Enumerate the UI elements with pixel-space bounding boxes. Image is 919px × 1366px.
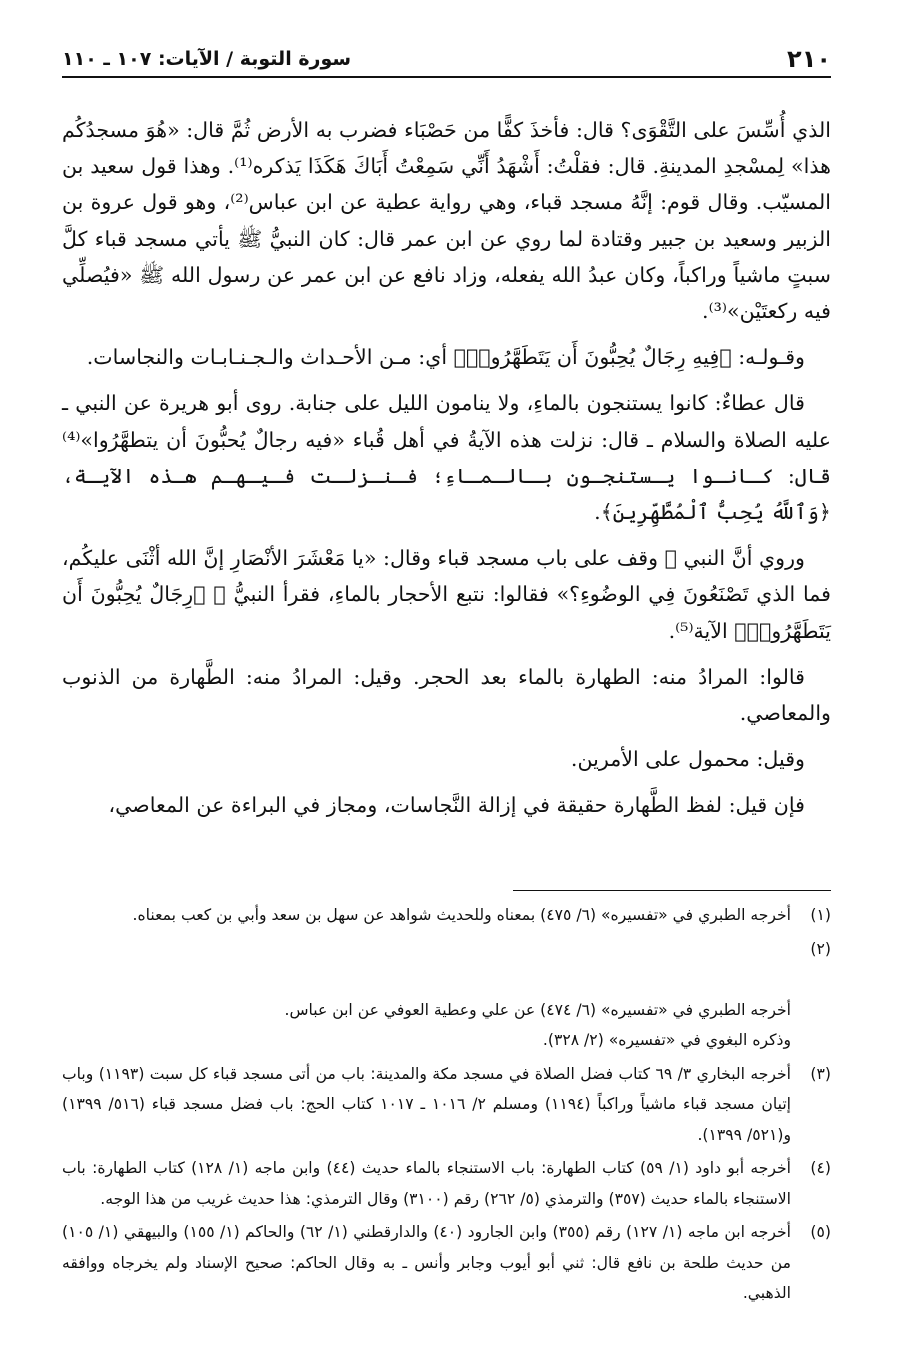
- footnote: [62, 1059, 831, 1151]
- main-text: [62, 112, 831, 834]
- footnote: [62, 1217, 831, 1309]
- running-title: سورة التوبة / الآيات: ١٠٧ ـ ١١٠: [62, 48, 352, 70]
- footnote: [62, 934, 831, 1056]
- footnote-number: (٤): [810, 1159, 831, 1177]
- footnote-number: (٥): [810, 1223, 831, 1241]
- page-header: [62, 42, 831, 78]
- paragraph: فإن قيل: لفظ الطَّهارة حقيقة في إزالة النَّجاسات، ومجاز في البراءة عن المعاصي،: [108, 793, 805, 818]
- footnote: [62, 900, 831, 931]
- paragraph: قال عطاءٌ: كانوا يستنجون بالماءِ، ولا ينامون الليل على جنابة. روى أبو هريرة عن النبي ـ عليه الصلاة والسلام ـ قال: نزلت هذه الآيةُ في أهل قُباء «فيه رجالٌ يُحبُّونَ أن يتطهَّرُوا»⁽⁴⁾ قال: كـانـوا يـستنجـون بـالـمـاءِ؛ فـنـزلـت فـيـهـم هـذه الآيـة، ﴿وَٱللَّهُ يُحِبُّ ٱلْمُطَّهِّرِينَ﴾.: [62, 391, 831, 525]
- footnote: [62, 1153, 831, 1214]
- footnote-number: (٣): [810, 1064, 831, 1083]
- paragraph: وروي أنَّ النبي ﷺ وقف على باب مسجد قباء وقال: «يا مَعْشَرَ الأنْصَارِ إنَّ الله أثْنَى عليكُم، فما الذي تَصْنَعُونَ فِي الوضُوءِ؟» فقالوا: نتبع الأحجار بالماءِ، فقرأ النبيُّ ﷺ ﴿رِجَالٌ يُحِبُّونَ أَن يَتَطَهَّرُوا۟﴾ الآية⁽⁵⁾.: [62, 546, 831, 643]
- footnote-text: أخرجه أبو داود (١/ ٥٩) كتاب الطهارة: باب الاستنجاء بالماء حديث (٤٤) وابن ماجه (١/ ١٢٨) كتاب الطهارة: باب الاستنجاء بالماء حديث (٣٥٧) والترمذي (٥/ ٢٦٢) رقم (٣١٠٠) وقال الترمذي: هذا حديث غريب من هذا الوجه.: [62, 1159, 791, 1208]
- paragraph: الذي أُسِّسَ على التَّقْوَى؟ قال: فأخذَ كفًّا من حَصْبَاء فضرب به الأرض ثُمَّ قال: «هُوَ مسجدُكُم هذا» لِمسْجدِ المدينةِ. قال: فقلْتُ: أَشْهَدُ أَنِّي سَمِعْتُ أَبَاكَ هَكَذَا يَذكره⁽¹⁾. وهذا قول سعيد بن المسيّب. وقال قوم: إنَّهُ مسجد قباء، وهي رواية عطية عن ابن عباس⁽²⁾، وهو قول عروة بن الزبير وسعيد بن جبير وقتادة لما روي عن ابن عمر قال: كان النبيُّ ﷺ يأتي مسجد قباء كلَّ سبتٍ ماشياً وراكباً، وكان عبدُ الله يفعله، وزاد نافع عن ابن عمر عن رسول الله ﷺ «فيُصلِّي فيه ركعتَيْن»⁽³⁾.: [62, 118, 832, 324]
- footnote-text: أخرجه الطبري في «تفسيره» (٦/ ٤٧٥) بمعناه وللحديث شواهد عن سهل بن سعد وأبي بن كعب بمعناه.: [132, 906, 791, 924]
- footnote-number: (١): [810, 906, 831, 924]
- footnote-separator: [513, 890, 831, 891]
- footnote-text: أخرجه البخاري ٣/ ٦٩ كتاب فضل الصلاة في مسجد مكة والمدينة: باب من أتى مسجد قباء كل سبت (١١٩٣) وباب إتيان مسجد قباء ماشياً وراكباً (١١٩٤) ومسلم ٢/ ١٠١٦ ـ ١٠١٧ كتاب الحج: باب فضل مسجد قباء (٥١٦/ ١٣٩٩) و(٥٢١/ ١٣٩٩).: [62, 1064, 791, 1144]
- paragraph: قالوا: المرادُ منه: الطهارة بالماء بعد الحجر. وقيل: المرادُ منه: الطَّهارة من الذنوب والمعاصي.: [62, 664, 831, 726]
- footnotes: [62, 900, 831, 1312]
- footnote-text: أخرجه الطبري في «تفسيره» (٦/ ٤٧٤) عن علي وعطية العوفي عن ابن عباس. وذكره البغوي في «تفسيره» (٢/ ٣٢٨).: [284, 1000, 791, 1049]
- paragraph: وقيل: محمول على الأمرين.: [570, 747, 805, 772]
- footnote-text: أخرجه ابن ماجه (١/ ١٢٧) رقم (٣٥٥) وابن الجارود (٤٠) والدارقطني (١/ ٦٢) والحاكم (١/ ١٥٥) والبيهقي (١/ ١٠٥) من حديث طلحة بن نافع قال: ثني أبو أيوب وجابر وأنس ـ به وقال الحاكم: صحيح الإسناد ولم يخرجاه ووافقه الذهبي.: [62, 1223, 791, 1302]
- page-number: ٢١٠: [787, 45, 831, 73]
- footnote-number: (٢): [810, 939, 831, 958]
- paragraph: وقـولـه: ﴿فِيهِ رِجَالٌ يُحِبُّونَ أَن يَتَطَهَّرُوا۟﴾ أي: مـن الأحـداث والـجـنـابـات والنجاسات.: [86, 345, 805, 370]
